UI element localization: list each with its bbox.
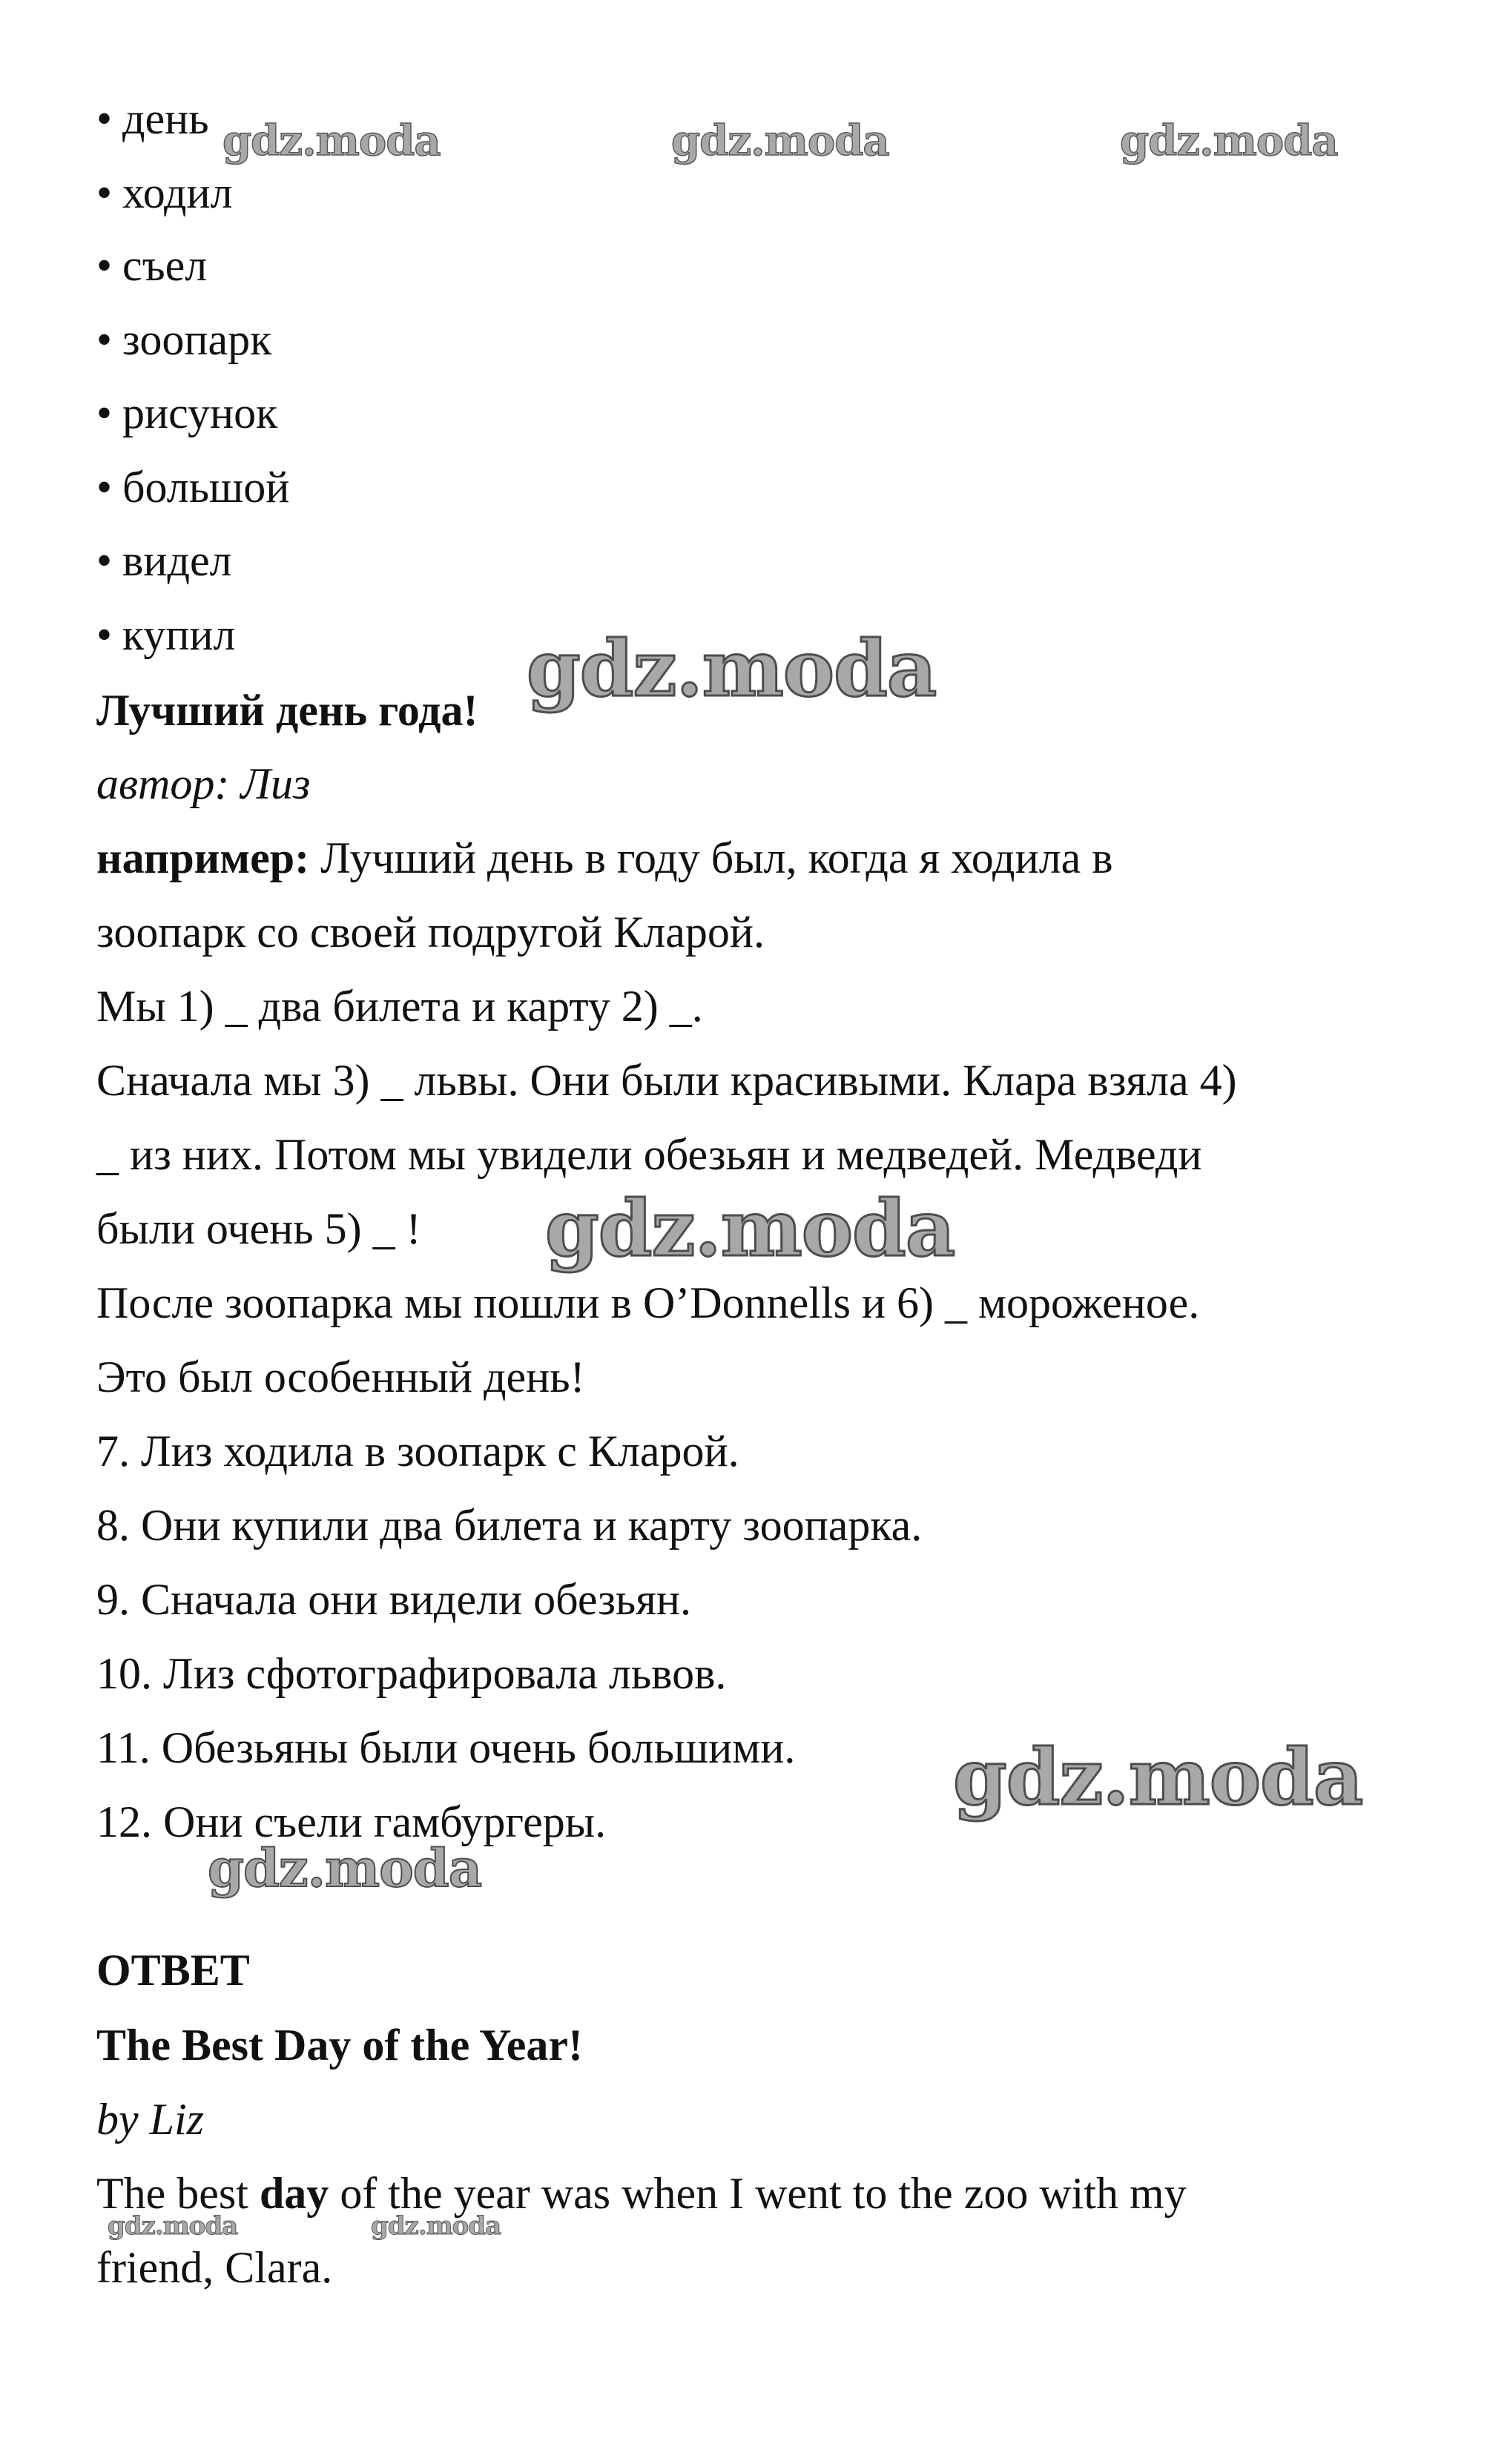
task-author: автор: Лиз bbox=[96, 759, 311, 808]
task-line-1: Мы 1) _ два билета и карту 2) _. bbox=[96, 982, 703, 1031]
watermark-logo: gdz.moda bbox=[545, 1183, 955, 1274]
answer-text-after: of the year was when I went to the zoo with my bbox=[329, 2169, 1187, 2218]
vocab-item-ate: • съел bbox=[96, 243, 207, 288]
statement-9: 9. Сначала они видели обезьян. bbox=[96, 1575, 692, 1624]
answer-text-bold: day bbox=[259, 2169, 329, 2218]
statement-10: 10. Лиз сфотографировала львов. bbox=[96, 1649, 727, 1698]
answer-text-before: The best bbox=[96, 2169, 260, 2218]
vocab-item-bought: • купил bbox=[96, 612, 235, 657]
statement-8: 8. Они купили два билета и карту зоопарка. bbox=[96, 1501, 923, 1550]
watermark-logo: gdz.moda bbox=[371, 2211, 501, 2241]
watermark-logo: gdz.moda bbox=[208, 1837, 482, 1899]
task-line-4: были очень 5) _ ! bbox=[96, 1204, 421, 1253]
vocab-item-big: • большой bbox=[96, 465, 289, 509]
vocab-item-day: • день bbox=[96, 96, 209, 141]
task-line-6: Это был особенный день! bbox=[96, 1352, 585, 1401]
task-line-3: _ из них. Потом мы увидели обезьян и медведей. Медведи bbox=[96, 1130, 1202, 1179]
vocab-item-saw: • видел bbox=[96, 538, 232, 583]
example-label: например: bbox=[96, 833, 310, 882]
answer-text-line-2: friend, Clara. bbox=[96, 2243, 333, 2292]
answer-author: by Liz bbox=[96, 2095, 205, 2144]
watermark-logo: gdz.moda bbox=[953, 1731, 1363, 1823]
vocab-item-picture: • рисунок bbox=[96, 391, 277, 435]
task-title: Лучший день года! bbox=[96, 686, 478, 735]
statement-7: 7. Лиз ходила в зоопарк с Кларой. bbox=[96, 1427, 739, 1476]
statement-11: 11. Обезьяны были очень большими. bbox=[96, 1723, 796, 1772]
watermark-logo: gdz.moda bbox=[222, 116, 441, 165]
watermark-logo: gdz.moda bbox=[671, 116, 889, 165]
statement-12: 12. Они съели гамбургеры. bbox=[96, 1797, 607, 1846]
answer-heading: ОТВЕТ bbox=[96, 1946, 250, 1995]
vocab-item-went: • ходил bbox=[96, 171, 233, 215]
answer-title: The Best Day of the Year! bbox=[96, 2021, 583, 2070]
watermark-logo: gdz.moda bbox=[527, 623, 937, 714]
task-line-2: Сначала мы 3) _ львы. Они были красивыми. Клара взяла 4) bbox=[96, 1056, 1237, 1105]
watermark-logo: gdz.moda bbox=[1120, 116, 1338, 165]
task-example-line-1 bbox=[96, 833, 1113, 882]
watermark-logo: gdz.moda bbox=[108, 2211, 238, 2241]
vocab-item-zoo: • зоопарк bbox=[96, 317, 271, 362]
example-text: Лучший день в году был, когда я ходила в bbox=[309, 833, 1113, 882]
task-example-line-2: зоопарк со своей подругой Кларой. bbox=[96, 908, 765, 957]
task-line-5: После зоопарка мы пошли в O’Donnells и 6) _ мороженое. bbox=[96, 1278, 1200, 1327]
answer-text-line-1 bbox=[96, 2171, 1187, 2216]
